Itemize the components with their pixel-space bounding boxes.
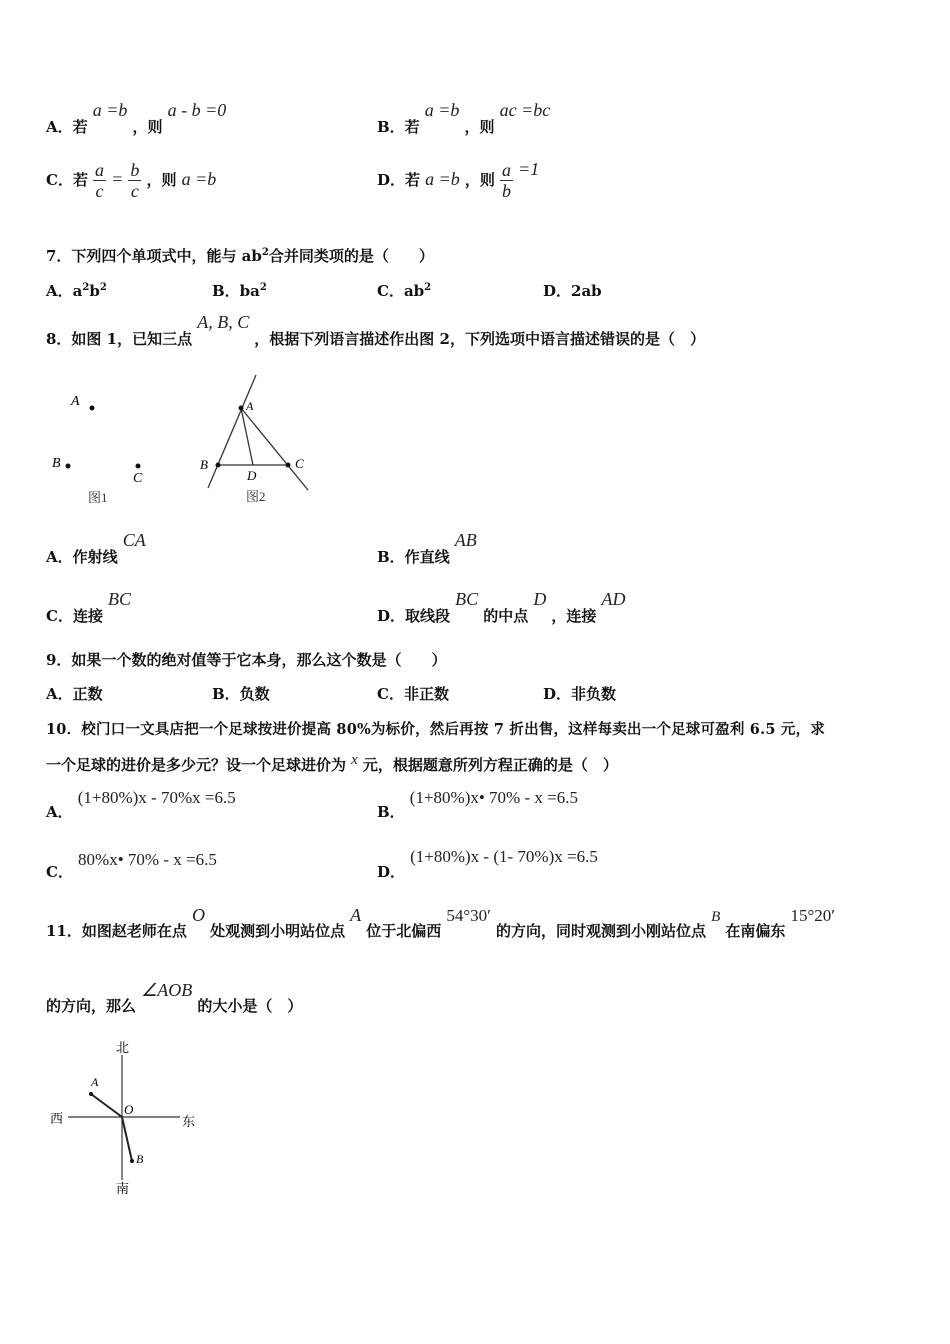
- q11-direction-figure: [40, 1035, 210, 1200]
- fraction: $\frac{a}{c}$: [95, 160, 105, 201]
- formula: BC: [108, 589, 132, 609]
- formula: a =b: [425, 169, 460, 189]
- q10-option-d: D． (1+80%)x - (1- 70%)x =6.5: [377, 847, 598, 881]
- formula: ac =bc: [499, 100, 551, 120]
- variable-x: x: [351, 752, 358, 768]
- north-label: 北: [116, 1040, 130, 1055]
- point-b: [216, 463, 221, 468]
- figure-caption: 图2: [246, 489, 266, 504]
- west-label: 西: [50, 1111, 64, 1126]
- label-c: C: [133, 471, 143, 486]
- q7-option-c: C．$ab^2$: [377, 282, 432, 300]
- ray-oa: [91, 1094, 122, 1117]
- text: ，则: [146, 171, 177, 189]
- q7-stem: 7．下列四个单项式中，能与 $ab^2$合并同类项的是（ ）: [46, 247, 434, 265]
- east-label: 东: [182, 1114, 196, 1129]
- point-b: [66, 464, 71, 469]
- q9-option-b: B．负数: [212, 685, 270, 703]
- formula: AD: [601, 589, 626, 609]
- q10-option-b: B． (1+80%)x• 70% - x =6.5: [377, 788, 578, 821]
- angle-value-2: 15°20′: [790, 906, 836, 925]
- label-b: B: [52, 456, 61, 471]
- label-a: A: [91, 1075, 99, 1089]
- formula: a =b: [92, 100, 128, 120]
- q7-option-a: A．$a^2b^2$: [46, 282, 107, 300]
- q6-option-d: [377, 160, 539, 201]
- q7-option-b: B．$ba^2$: [212, 282, 267, 300]
- equation: (1+80%)x• 70% - x =6.5: [409, 788, 578, 807]
- q10-stem-line-1: 10．校门口一文具店把一个足球按进价提高 80%为标价，然后再按 7 折出售，这样每卖出一个足球可盈利 6.5 元，求: [46, 721, 825, 738]
- q8-option-d: D．取线段 BC 的中点 D ，连接 AD: [377, 589, 626, 625]
- point-b: [130, 1159, 134, 1163]
- fraction: $\frac{b}{c}$: [130, 160, 140, 201]
- point-c: [286, 463, 291, 468]
- option-label: A．若: [46, 118, 88, 136]
- formula: =1: [518, 159, 540, 179]
- text: ，则: [464, 171, 495, 189]
- q8-stem: 8．如图 1，已知三点 A, B, C ，根据下列语言描述作出图 2，下列选项中语言描述错误的是（ ）: [46, 312, 705, 348]
- segment-ad: [241, 408, 253, 465]
- q8-figure-2: [190, 370, 320, 510]
- ray-ob: [122, 1117, 132, 1161]
- label-o: O: [124, 1102, 134, 1117]
- formula: AB: [454, 530, 477, 550]
- q8-option-a: A．作射线 CA: [46, 530, 146, 566]
- q8-option-b: B．作直线 AB: [377, 530, 477, 566]
- q9-option-c: C．非正数: [377, 685, 449, 703]
- q10-option-a: A． (1+80%)x - 70%x =6.5: [46, 788, 236, 821]
- q7-option-d: D．2ab: [543, 282, 602, 300]
- fraction: $\frac{a}{b}$: [501, 160, 511, 201]
- label-a: A: [71, 394, 80, 409]
- q6-option-b: [377, 100, 551, 136]
- label-a: A: [246, 399, 254, 413]
- text: ，则: [464, 118, 495, 136]
- point-o: O: [191, 905, 205, 925]
- formula: a - b =0: [167, 100, 227, 120]
- label-c: C: [295, 456, 304, 471]
- label-b: B: [136, 1152, 144, 1166]
- formula: BC: [455, 589, 479, 609]
- equation: (1+80%)x - 70%x =6.5: [77, 788, 236, 807]
- formula: a =b: [181, 169, 217, 189]
- option-label: B．若: [377, 118, 420, 136]
- equals: =: [111, 169, 124, 189]
- angle-aob: ∠AOB: [141, 980, 193, 1000]
- q9-stem: 9．如果一个数的绝对值等于它本身，那么这个数是（ ）: [46, 651, 447, 669]
- equation: (1+80%)x - (1- 70%)x =6.5: [410, 847, 598, 866]
- angle-value-1: 54°30′: [446, 906, 491, 925]
- option-label: C．若: [46, 171, 88, 189]
- q11-stem-line-2: 的方向，那么 ∠AOB 的大小是（ ）: [46, 980, 303, 1015]
- q6-option-a: [46, 100, 227, 136]
- formula: CA: [122, 530, 146, 550]
- formula: a =b: [424, 100, 460, 120]
- point-a: [89, 1092, 93, 1096]
- q8-figure-1: [40, 380, 170, 510]
- formula: A, B, C: [197, 312, 250, 332]
- point-a: [239, 406, 244, 411]
- q10-option-c: C． 80%x• 70% - x =6.5: [46, 850, 217, 881]
- south-label: 南: [116, 1181, 130, 1196]
- point-c: [136, 464, 141, 469]
- q9-option-d: D．非负数: [543, 685, 617, 703]
- q9-option-a: A．正数: [46, 685, 103, 703]
- point-b: B: [711, 909, 721, 925]
- q8-option-c: C．连接 BC: [46, 589, 132, 625]
- figure-caption: 图1: [88, 490, 108, 505]
- q6-option-c: [46, 160, 216, 201]
- q10-stem-line-2: 一个足球的进价是多少元？设一个足球进价为 x 元，根据题意所列方程正确的是（ ）: [46, 752, 618, 774]
- point-a: [90, 406, 95, 411]
- text: ，则: [132, 118, 163, 136]
- equation: 80%x• 70% - x =6.5: [78, 850, 217, 869]
- point-a: A: [350, 905, 362, 925]
- option-label: D．若: [377, 171, 421, 189]
- formula: D: [533, 589, 547, 609]
- q11-stem-line-1: 11．如图赵老师在点 O 处观测到小明站位点 A 位于北偏西 54°30′ 的方向，同时观测到小刚站位点 B 在南偏东 15°20′: [46, 905, 836, 940]
- label-b: B: [200, 457, 208, 472]
- label-d: D: [247, 468, 257, 483]
